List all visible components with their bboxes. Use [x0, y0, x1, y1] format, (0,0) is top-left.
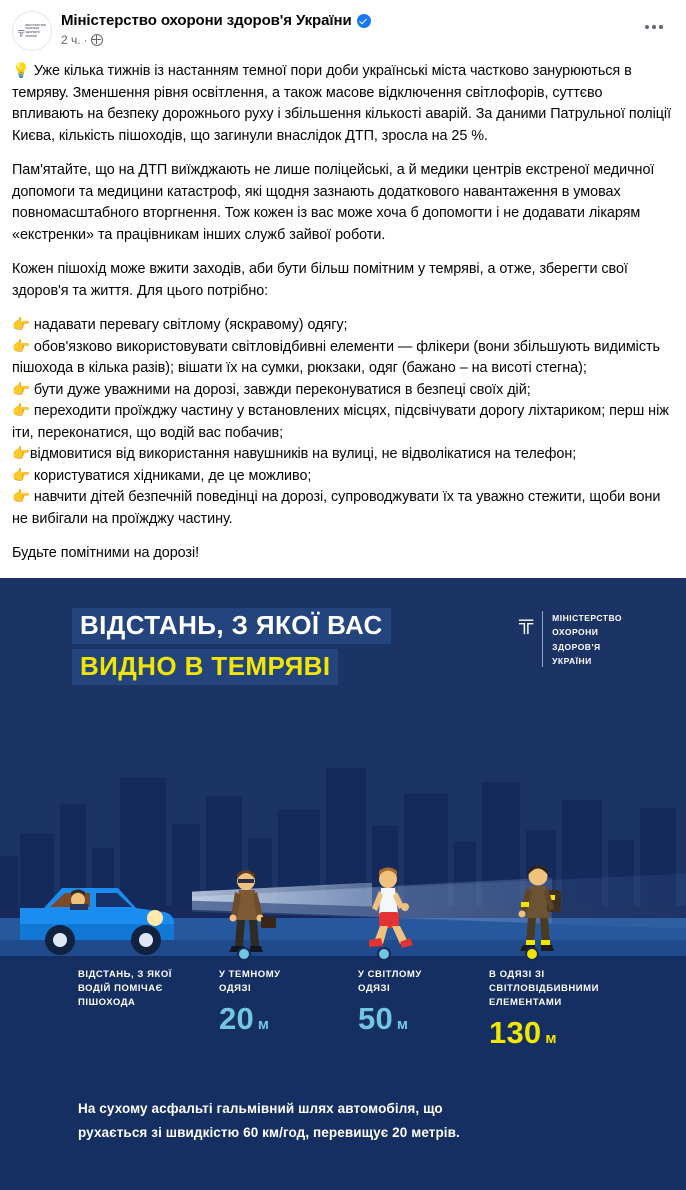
- post-closing-line: Будьте помітними на дорозі!: [12, 545, 200, 561]
- logo-line: МІНІСТЕРСТВО: [552, 612, 622, 623]
- caption-line: ПІШОХОДА: [78, 996, 136, 1008]
- stat-label-line: ЕЛЕМЕНТАМИ: [489, 996, 562, 1008]
- logo-line: УКРАЇНИ: [552, 656, 592, 666]
- stat-label-line: ОДЯЗІ: [219, 982, 252, 994]
- verified-badge-icon: [357, 14, 371, 28]
- more-options-button[interactable]: [640, 16, 668, 38]
- ministry-logo: [519, 611, 622, 669]
- list-item: 👉 навчити дітей безпечній поведінці на дорозі, супроводжувати їх та уважно стежити, щоби вони не вибігали на проїжджу частину.: [12, 489, 661, 527]
- pedestrian-reflective-elements-illustration: [505, 862, 579, 958]
- stat-label-line: СВІТЛОВІДБИВНИМИ: [489, 982, 599, 994]
- post-header-meta: [61, 10, 371, 48]
- globe-icon[interactable]: [91, 34, 103, 46]
- ellipsis-dot: [652, 25, 656, 29]
- list-item: 👉 користуватися хідниками, де це можливо;: [12, 467, 312, 484]
- stat-unit: м: [545, 1029, 557, 1047]
- headline-line-2: ВИДНО В ТЕМРЯВІ: [72, 649, 338, 685]
- avatar[interactable]: [12, 11, 52, 51]
- stat-number: 50: [358, 1000, 393, 1036]
- caption-line: ВОДІЙ ПОМІЧАЄ: [78, 982, 163, 994]
- ellipsis-dot: [659, 25, 663, 29]
- stat-number: 130: [489, 1014, 542, 1050]
- driver-notice-caption: [78, 968, 172, 1010]
- footnote-line-2: рухається зі швидкістю 60 км/год, перевищує 20 метрів.: [78, 1124, 460, 1140]
- stat-dark-clothing: [219, 968, 281, 1034]
- stat-unit: м: [257, 1015, 270, 1033]
- list-item: 👉 бути дуже уважними на дорозі, завжди переконуватися в безпеці своїх дій;: [12, 381, 531, 398]
- stat-label-line: В ОДЯЗІ ЗІ: [489, 968, 545, 980]
- post-infographic-image[interactable]: [0, 578, 686, 1190]
- stat-value: [219, 1000, 281, 1036]
- infographic-headline: [72, 608, 391, 685]
- list-item: 👉 переходити проїжджу частину у встановлених місцях, підсвічувати дорогу ліхтариком; перш ніж іти, переконатися, що водій вас побачив;: [12, 403, 669, 441]
- ellipsis-dot: [645, 25, 649, 29]
- author-row: [61, 11, 371, 30]
- logo-line: ЗДОРОВ'Я: [552, 641, 601, 652]
- car-illustration: [14, 874, 174, 960]
- avatar-text-line: МІНІСТЕРСТВО: [25, 23, 47, 27]
- headline-line-1: ВІДСТАНЬ, З ЯКОЇ ВАС: [72, 608, 391, 644]
- post-meta-row: [61, 32, 371, 48]
- stat-label-line: ОДЯЗІ: [358, 982, 391, 994]
- avatar-text-line: ЗДОРОВ'Я: [25, 31, 40, 34]
- distance-marker-light-clothing: [377, 947, 391, 961]
- post-paragraph-2: Пам'ятайте, що на ДТП виїжджають не лише поліцейські, а й медики центрів екстреної медичної допомоги та медицини катастроф, які щодня зазнають додаткового навантаження в умовах повномасштабного вторгнення. Тож кожен із вас може хоча б допомогти і не додавати лікарям «екстренки» та працівникам інших служб зайвої роботи.: [12, 162, 655, 243]
- trident-icon: ╦: [17, 25, 25, 36]
- meta-separator: ·: [83, 33, 88, 47]
- trident-icon: ╦: [518, 610, 534, 633]
- pedestrian-light-clothing-illustration: [355, 866, 425, 958]
- footnote-line-1: На сухому асфальті гальмівний шлях автомобіля, що: [78, 1100, 443, 1116]
- ministry-logo-text: [552, 611, 622, 669]
- stat-value: [358, 1000, 422, 1036]
- post-paragraph-1: 💡 Уже кілька тижнів із настанням темної пори доби українські міста частково занурюються в темряву. Зменшення рівня освітлення, а також масове відключення світлофорів, суттєво впливають на безпеку дорожнього руху і збільшення кількості аварій. За даними Патрульної поліції Києва, кількість пішоходів, що загинули внаслідок ДТП, зросла на 25 %.: [12, 63, 672, 144]
- logo-line: ОХОРОНИ: [552, 627, 599, 637]
- post-bullet-list: [12, 315, 674, 530]
- post-header: [0, 0, 686, 55]
- avatar-text-line: УКРАЇНИ: [25, 34, 38, 38]
- distance-marker-dark-clothing: [237, 947, 251, 961]
- post-timestamp[interactable]: 2 ч.: [61, 33, 81, 47]
- stat-value: [489, 1014, 599, 1050]
- post-body: [0, 55, 686, 565]
- stat-light-clothing: [358, 968, 422, 1034]
- page-name[interactable]: Міністерство охорони здоров'я України: [61, 12, 352, 29]
- post-paragraph-3: Кожен пішохід може вжити заходів, аби бути більш помітним у темряві, а отже, зберегти свої здоров'я та життя. Для цього потрібно:: [12, 261, 628, 299]
- stat-reflective-elements: [489, 968, 599, 1048]
- stat-label-line: У ТЕМНОМУ: [219, 968, 281, 980]
- list-item: 👉відмовитися від використання навушників на вулиці, не відволікатися на телефон;: [12, 446, 577, 462]
- avatar-logo-text: [25, 24, 46, 39]
- infographic-footnote: [78, 1097, 460, 1145]
- list-item: 👉 надавати перевагу світлому (яскравому) одягу;: [12, 317, 348, 333]
- stat-label-line: У СВІТЛОМУ: [358, 968, 422, 980]
- distance-marker-reflective: [525, 947, 539, 961]
- caption-line: ВІДСТАНЬ, З ЯКОЇ: [78, 968, 172, 980]
- avatar-text-line: ОХОРОНИ: [25, 27, 40, 31]
- avatar-logo: [13, 11, 51, 51]
- logo-divider: [542, 611, 543, 667]
- stat-unit: м: [396, 1015, 409, 1033]
- stat-number: 20: [219, 1000, 254, 1036]
- list-item: 👉 обов'язково використовувати світловідбивні елементи — флікери (вони збільшують видимість пішохода в кілька разів); вішати їх на сумки, рюкзаки, одяг (бажано – на висоті стегна);: [12, 338, 660, 376]
- pedestrian-dark-clothing-illustration: [215, 868, 283, 958]
